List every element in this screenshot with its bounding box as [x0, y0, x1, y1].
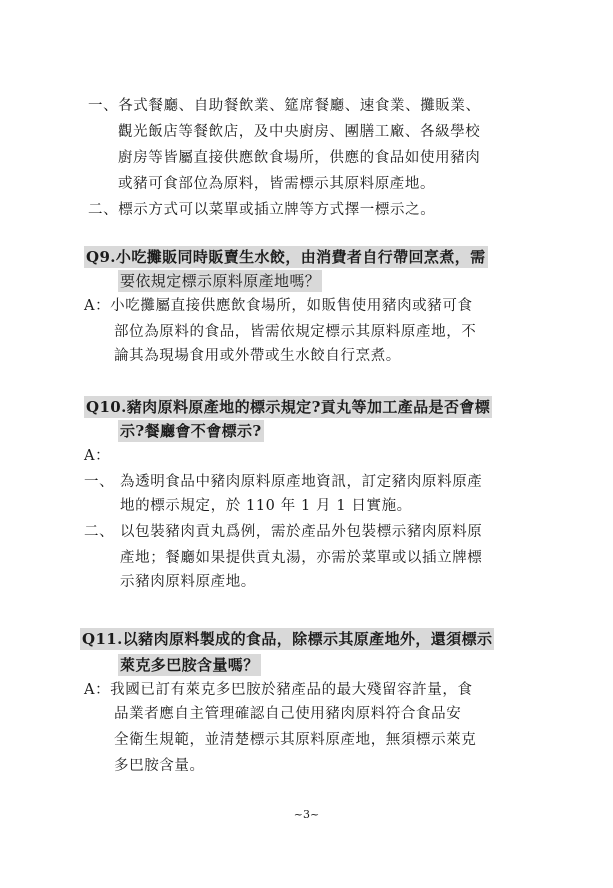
item-1-line-2: 觀光飯店等餐飲店，及中央廚房、團膳工廠、各級學校 [118, 124, 481, 140]
q10-item-1-line-2: 地的標示規定，於 110 年 1 月 1 日實施。 [120, 498, 412, 514]
q11-answer-line-3: 全衛生規範，並清楚標示其原料原產地，無須標示萊克 [114, 732, 477, 748]
item-1-line-4: 或豬可食部位為原料，皆需標示其原料原產地。 [118, 176, 436, 192]
q11-answer-line-2: 品業者應自主管理確認自己使用豬肉原料符合食品安 [114, 706, 462, 722]
q10-item-2-line-2: 產地；餐廳如果提供貢丸湯，亦需於菜單或以插立牌標 [120, 550, 483, 566]
q10-title-line-2: 示?餐廳會不會標示? [120, 422, 262, 440]
page-number: ~3~ [293, 808, 320, 821]
item-1-line-3: 廚房等皆屬直接供應飲食場所，供應的食品如使用豬肉 [118, 150, 481, 166]
q9-title-line-2: 要依規定標示原料原產地嗎？ [120, 272, 321, 290]
q9-answer-line-2: 部位為原料的食品，皆需依規定標示其原料原產地，不 [114, 324, 477, 340]
q10-item-1-line-1: 為透明食品中豬肉原料原產地資訊，訂定豬肉原料原產 [120, 474, 483, 490]
q10-answer-label: A： [84, 448, 111, 464]
q11-title-line-1: Q11.以豬肉原料製成的食品，除標示其原產地外，還須標示 [82, 630, 493, 648]
q9-answer-line-3: 論其為現場食用或外帶或生水餃自行烹煮。 [114, 348, 401, 364]
q9-title-line-1: Q9.小吃攤販同時販賣生水餃，由消費者自行帶回烹煮，需 [86, 248, 486, 266]
q10-title-line-1: Q10.豬肉原料原產地的標示規定?貢丸等加工產品是否會標 [86, 398, 491, 416]
q11-title-line-2: 萊克多巴胺含量嗎？ [120, 656, 259, 674]
q11-answer-line-1: A：我國已訂有萊克多巴胺於豬產品的最大殘留容許量，食 [84, 682, 473, 698]
q10-item-1-number: 一、 [84, 474, 115, 490]
item-2-line-1: 二、標示方式可以菜單或插立牌等方式擇一標示之。 [88, 202, 436, 218]
q11-answer-line-4: 多巴胺含量。 [114, 758, 205, 774]
q10-item-2-line-3: 示豬肉原料原產地。 [120, 574, 256, 590]
item-1-line-1: 一、各式餐廳、自助餐飲業、筵席餐廳、速食業、攤販業、 [88, 98, 481, 114]
q9-answer-line-1: A：小吃攤屬直接供應飲食場所，如販售使用豬肉或豬可食 [84, 298, 473, 314]
q10-item-2-line-1: 以包裝豬肉貢丸爲例，需於產品外包裝標示豬肉原料原 [120, 524, 483, 540]
q10-item-2-number: 二、 [84, 524, 115, 540]
